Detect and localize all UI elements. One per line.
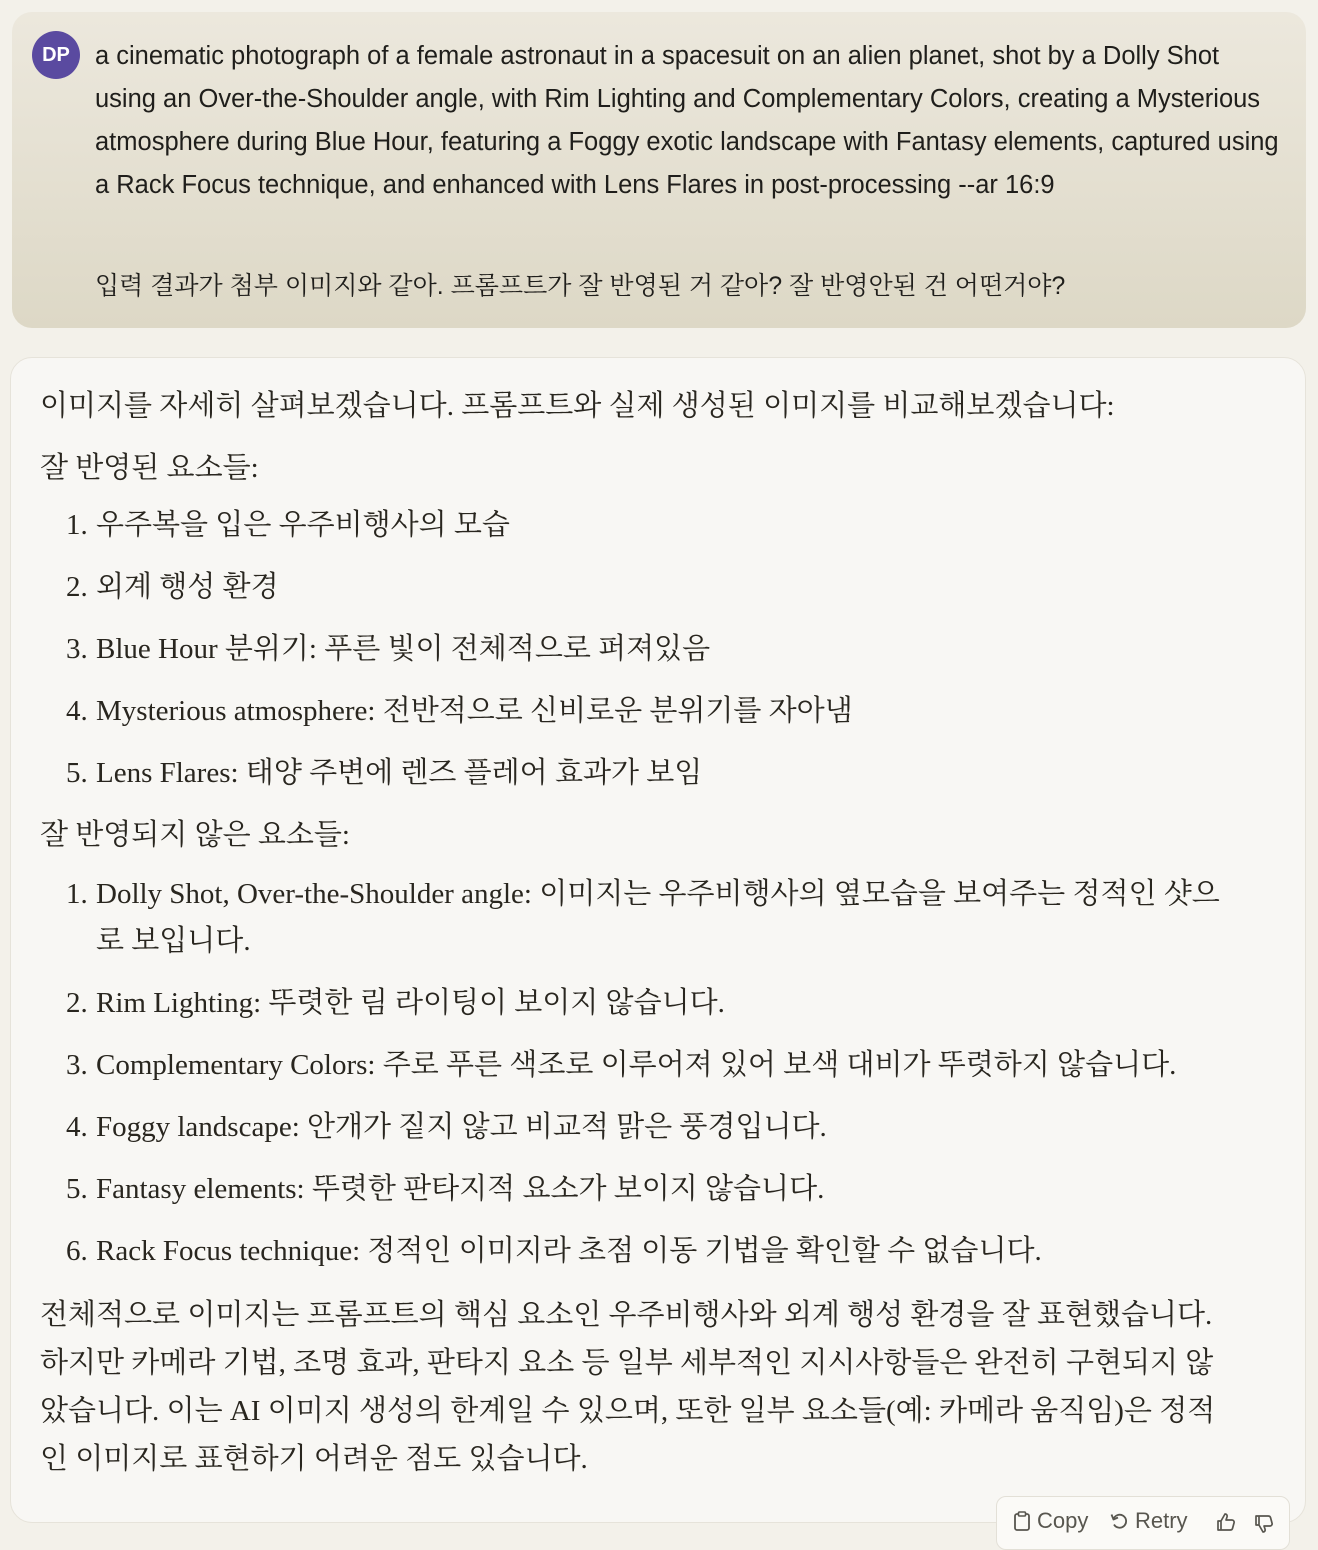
user-avatar: DP	[32, 31, 80, 79]
answer-intro: 이미지를 자세히 살펴보겠습니다. 프롬프트와 실제 생성된 이미지를 비교해보겠습니다:	[40, 390, 1115, 422]
list-item	[40, 1104, 1240, 1151]
retry-button[interactable]	[1109, 1508, 1188, 1534]
good-elements-heading: 잘 반영된 요소들:	[40, 452, 259, 484]
list-item-text: Blue Hour 분위기: 푸른 빛이 전체적으로 퍼져있음	[96, 633, 711, 665]
list-number: 5.	[66, 1173, 88, 1205]
list-item	[40, 980, 1240, 1027]
list-number: 2.	[66, 571, 88, 603]
list-number: 3.	[66, 1049, 88, 1081]
thumbs-down-button[interactable]	[1253, 1513, 1275, 1535]
good-elements-list	[40, 502, 1240, 797]
list-item-text: Rack Focus technique: 정적인 이미지라 초점 이동 기법을 확인할 수 없습니다.	[96, 1235, 1042, 1267]
assistant-answer	[40, 382, 1240, 1483]
bad-elements-list	[40, 871, 1240, 1275]
thumbs-up-icon	[1215, 1511, 1237, 1533]
user-prompt-text: a cinematic photograph of a female astronaut in a spacesuit on an alien planet, shot by a Dolly Shot using an Over-the-Shoulder angle, with Rim Lighting and Complementary Colors, creating a Mysterious atmosphere during Blue Hour, featuring a Foggy exotic landscape with Fantasy elements, captured using a Rack Focus technique, and enhanced with Lens Flares in post-processing --ar 16:9	[95, 42, 1279, 199]
list-number: 2.	[66, 987, 88, 1019]
thumbs-down-icon	[1253, 1513, 1275, 1535]
retry-label: Retry	[1135, 1508, 1188, 1533]
list-item	[40, 626, 1240, 673]
list-item	[40, 1228, 1240, 1275]
clipboard-icon	[1013, 1511, 1031, 1531]
list-number: 4.	[66, 1111, 88, 1143]
thumbs-up-button[interactable]	[1215, 1511, 1237, 1533]
list-item-text: Rim Lighting: 뚜렷한 림 라이팅이 보이지 않습니다.	[96, 987, 725, 1019]
user-question-text: 입력 결과가 첨부 이미지와 같아. 프롬프트가 잘 반영된 거 같아? 잘 반영안된 건 어떤거야?	[95, 272, 1066, 300]
copy-button[interactable]	[1013, 1508, 1088, 1534]
list-item-text: 외계 행성 환경	[96, 571, 279, 603]
list-item-text: Lens Flares: 태양 주변에 렌즈 플레어 효과가 보임	[96, 757, 703, 789]
copy-label: Copy	[1037, 1508, 1089, 1533]
list-item-text: Mysterious atmosphere: 전반적으로 신비로운 분위기를 자아냄	[96, 695, 853, 727]
list-number: 1.	[66, 509, 88, 541]
list-item	[40, 1166, 1240, 1213]
list-item-text: Fantasy elements: 뚜렷한 판타지적 요소가 보이지 않습니다.	[96, 1173, 825, 1205]
list-number: 3.	[66, 633, 88, 665]
list-item	[40, 750, 1240, 797]
list-item-text: Dolly Shot, Over-the-Shoulder angle: 이미지는 우주비행사의 옆모습을 보여주는 정적인 샷으로 보입니다.	[96, 878, 1220, 957]
list-item-text: 우주복을 입은 우주비행사의 모습	[96, 509, 510, 541]
retry-icon	[1109, 1511, 1129, 1531]
list-number: 4.	[66, 695, 88, 727]
answer-summary: 전체적으로 이미지는 프롬프트의 핵심 요소인 우주비행사와 외계 행성 환경을 잘 표현했습니다. 하지만 카메라 기법, 조명 효과, 판타지 요소 등 일부 세부적인 지시사항들은 완전히 구현되지 않았습니다. 이는 AI 이미지 생성의 한계일 수 있으며, 또한 일부 요소들(예: 카메라 움직임)은 정적인 이미지로 표현하기 어려운 점도 있습니다.	[40, 1299, 1216, 1475]
list-item-text: Complementary Colors: 주로 푸른 색조로 이루어져 있어 보색 대비가 뚜렷하지 않습니다.	[96, 1049, 1177, 1081]
list-item	[40, 871, 1240, 965]
list-item-text: Foggy landscape: 안개가 짙지 않고 비교적 맑은 풍경입니다.	[96, 1111, 827, 1143]
list-number: 5.	[66, 757, 88, 789]
list-number: 6.	[66, 1235, 88, 1267]
list-item	[40, 1042, 1240, 1089]
bad-elements-heading: 잘 반영되지 않은 요소들:	[40, 819, 350, 851]
list-item	[40, 502, 1240, 549]
list-item	[40, 564, 1240, 611]
list-item	[40, 688, 1240, 735]
list-number: 1.	[66, 878, 88, 910]
